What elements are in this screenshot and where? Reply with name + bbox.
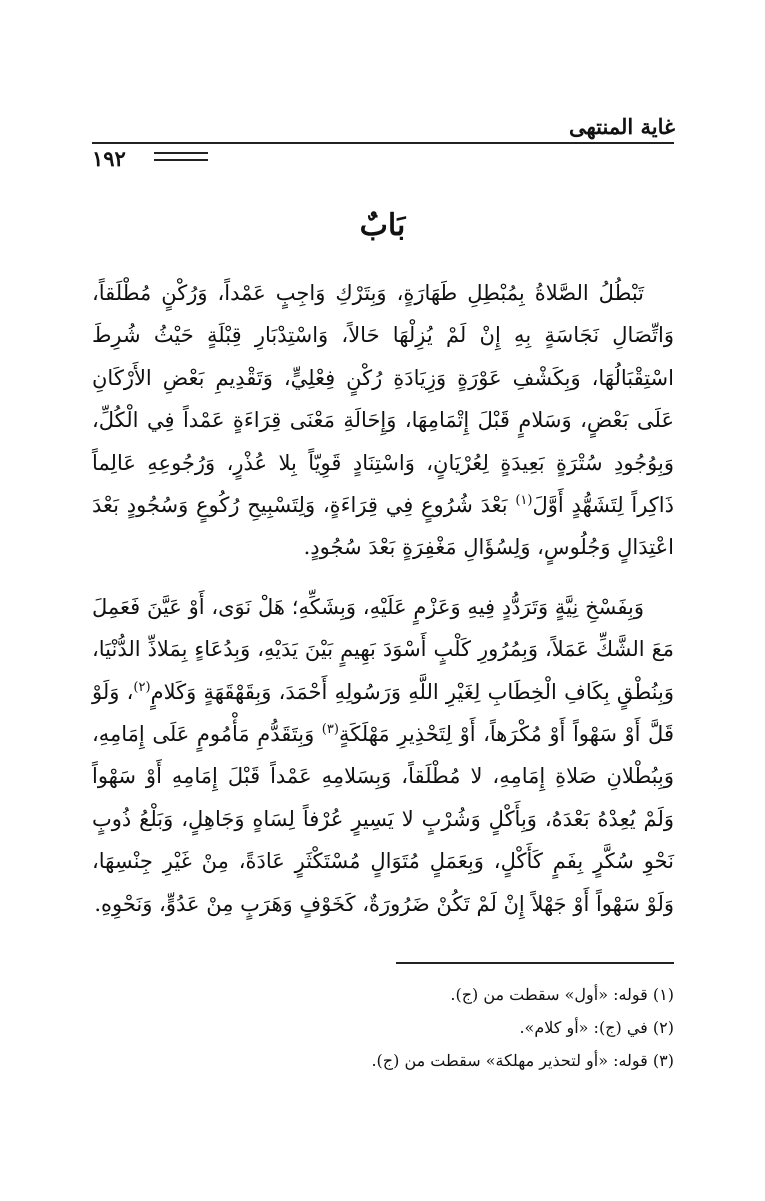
paragraph (92, 586, 674, 925)
footnote: (٢) في (ج): «أو كلام». (519, 1018, 674, 1037)
page-number: ١٩٢ (92, 146, 126, 171)
footnote: (٣) قوله: «أو لتحذير مهلكة» سقطت من (ج). (371, 1051, 674, 1070)
paragraph-text: ، وَلَوْ قَلَّ أَوْ سَهْواً أَوْ مُكْرَهاً، أَوْ لِتَحْذِيرِ مَهْلَكَةٍ (92, 679, 674, 747)
footnote-reference: (٣) (321, 722, 339, 738)
footnote: (١) قوله: «أول» سقطت من (ج). (450, 985, 674, 1004)
paragraph-text: وَبِفَسْخِ نِيَّةٍ وَتَرَدُّدٍ فِيهِ وَعَزْمٍ عَلَيْهِ، وَبِشَكِّهِ؛ هَلْ نَوَى، أَوْ عَيَّنَ فَعَمِلَ مَعَ الشَّكِّ عَمَلاً، وَبِمُرُورِ كَلْبٍ أَسْوَدَ بَهِيمٍ بَيْنَ يَدَيْهِ، وَبِدُعَاءٍ بِمَلاذِّ الدُّنْيَا، وَبِنُطْقٍ بِكَافِ الْخِطَابِ لِغَيْرِ اللَّهِ وَرَسُولِهِ أَحْمَدَ، وَبِقَهْقَهَةٍ وَكَلامٍ (92, 594, 674, 704)
paragraph-text: تَبْطُلُ الصَّلاةُ بِمُبْطِلِ طَهَارَةٍ، وَبِتَرْكِ وَاجِبٍ عَمْداً، وَرُكْنٍ مُطْلَقاً، وَاتِّصَالِ نَجَاسَةٍ بِهِ إِنْ لَمْ يُزِلْهَا حَالاً، وَاسْتِدْبَارِ قِبْلَةٍ حَيْثُ شُرِطَ اسْتِقْبَالُهَا، وَبِكَشْفِ عَوْرَةٍ وَزِيَادَةِ رُكْنٍ فِعْلِيٍّ، وَتَقْدِيمِ بَعْضِ الأَرْكَانِ عَلَى بَعْضٍ، وَسَلامٍ قَبْلَ إِتْمَامِهَا، وَإِحَالَةِ مَعْنَى قِرَاءَةٍ عَمْداً فِي الْكُلِّ، وَبِوُجُودِ سُتْرَةٍ بَعِيدَةٍ لِعُرْيَانٍ، وَاسْتِنَادٍ قَوِيّاً بِلا عُذْرٍ، وَرُجُوعِهِ عَالِماً ذَاكِراً لِتَشَهُّدٍ أَوَّلَ (92, 281, 674, 518)
main-text (92, 272, 674, 925)
footnote-reference: (٢) (133, 679, 151, 695)
page-number-ornament-line (154, 152, 208, 154)
page-number-ornament-line (154, 159, 208, 161)
running-title: غاية المنتهى (568, 114, 675, 139)
paragraph (92, 272, 674, 569)
page-number-block (92, 142, 674, 172)
chapter-title: بَابٌ (359, 208, 406, 243)
paragraph-text: وَبِتَقَدُّمِ مَأْمُومٍ عَلَى إِمَامِهِ، وَبِبُطْلانِ صَلاةِ إِمَامِهِ، لا مُطْلَقاً، وَبِسَلامِهِ عَمْداً قَبْلَ إِمَامِهِ أَوْ سَهْواً وَلَمْ يُعِدْهُ بَعْدَهُ، وَبِأَكْلٍ وَشُرْبٍ لا يَسِيرٍ عُرْفاً لِسَاهٍ وَجَاهِلٍ، وَبَلْعُ ذُوبٍ نَحْوِ سُكَّرٍ بِفَمٍ كَأَكْلٍ، وَبِعَمَلٍ مُتَوَالٍ مُسْتَكْثَرٍ عَادَةً، مِنْ غَيْرِ جِنْسِهَا، وَلَوْ سَهْواً أَوْ جَهْلاً إِنْ لَمْ تَكُنْ ضَرُورَةٌ، كَخَوْفٍ وَهَرَبٍ مِنْ عَدُوٍّ، وَنَحْوِهِ. (92, 722, 674, 916)
footnote-separator (396, 962, 674, 964)
footnote-reference: (١) (515, 493, 533, 509)
footnotes (300, 978, 674, 1077)
paragraph-text: بَعْدَ شُرُوعٍ فِي قِرَاءَةٍ، وَلِتَسْبِيحِ رُكُوعٍ وَسُجُودٍ بَعْدَ اعْتِدَالٍ وَجُلُوسٍ، وَلِسُؤَالِ مَغْفِرَةٍ بَعْدَ سُجُودٍ. (92, 493, 674, 560)
